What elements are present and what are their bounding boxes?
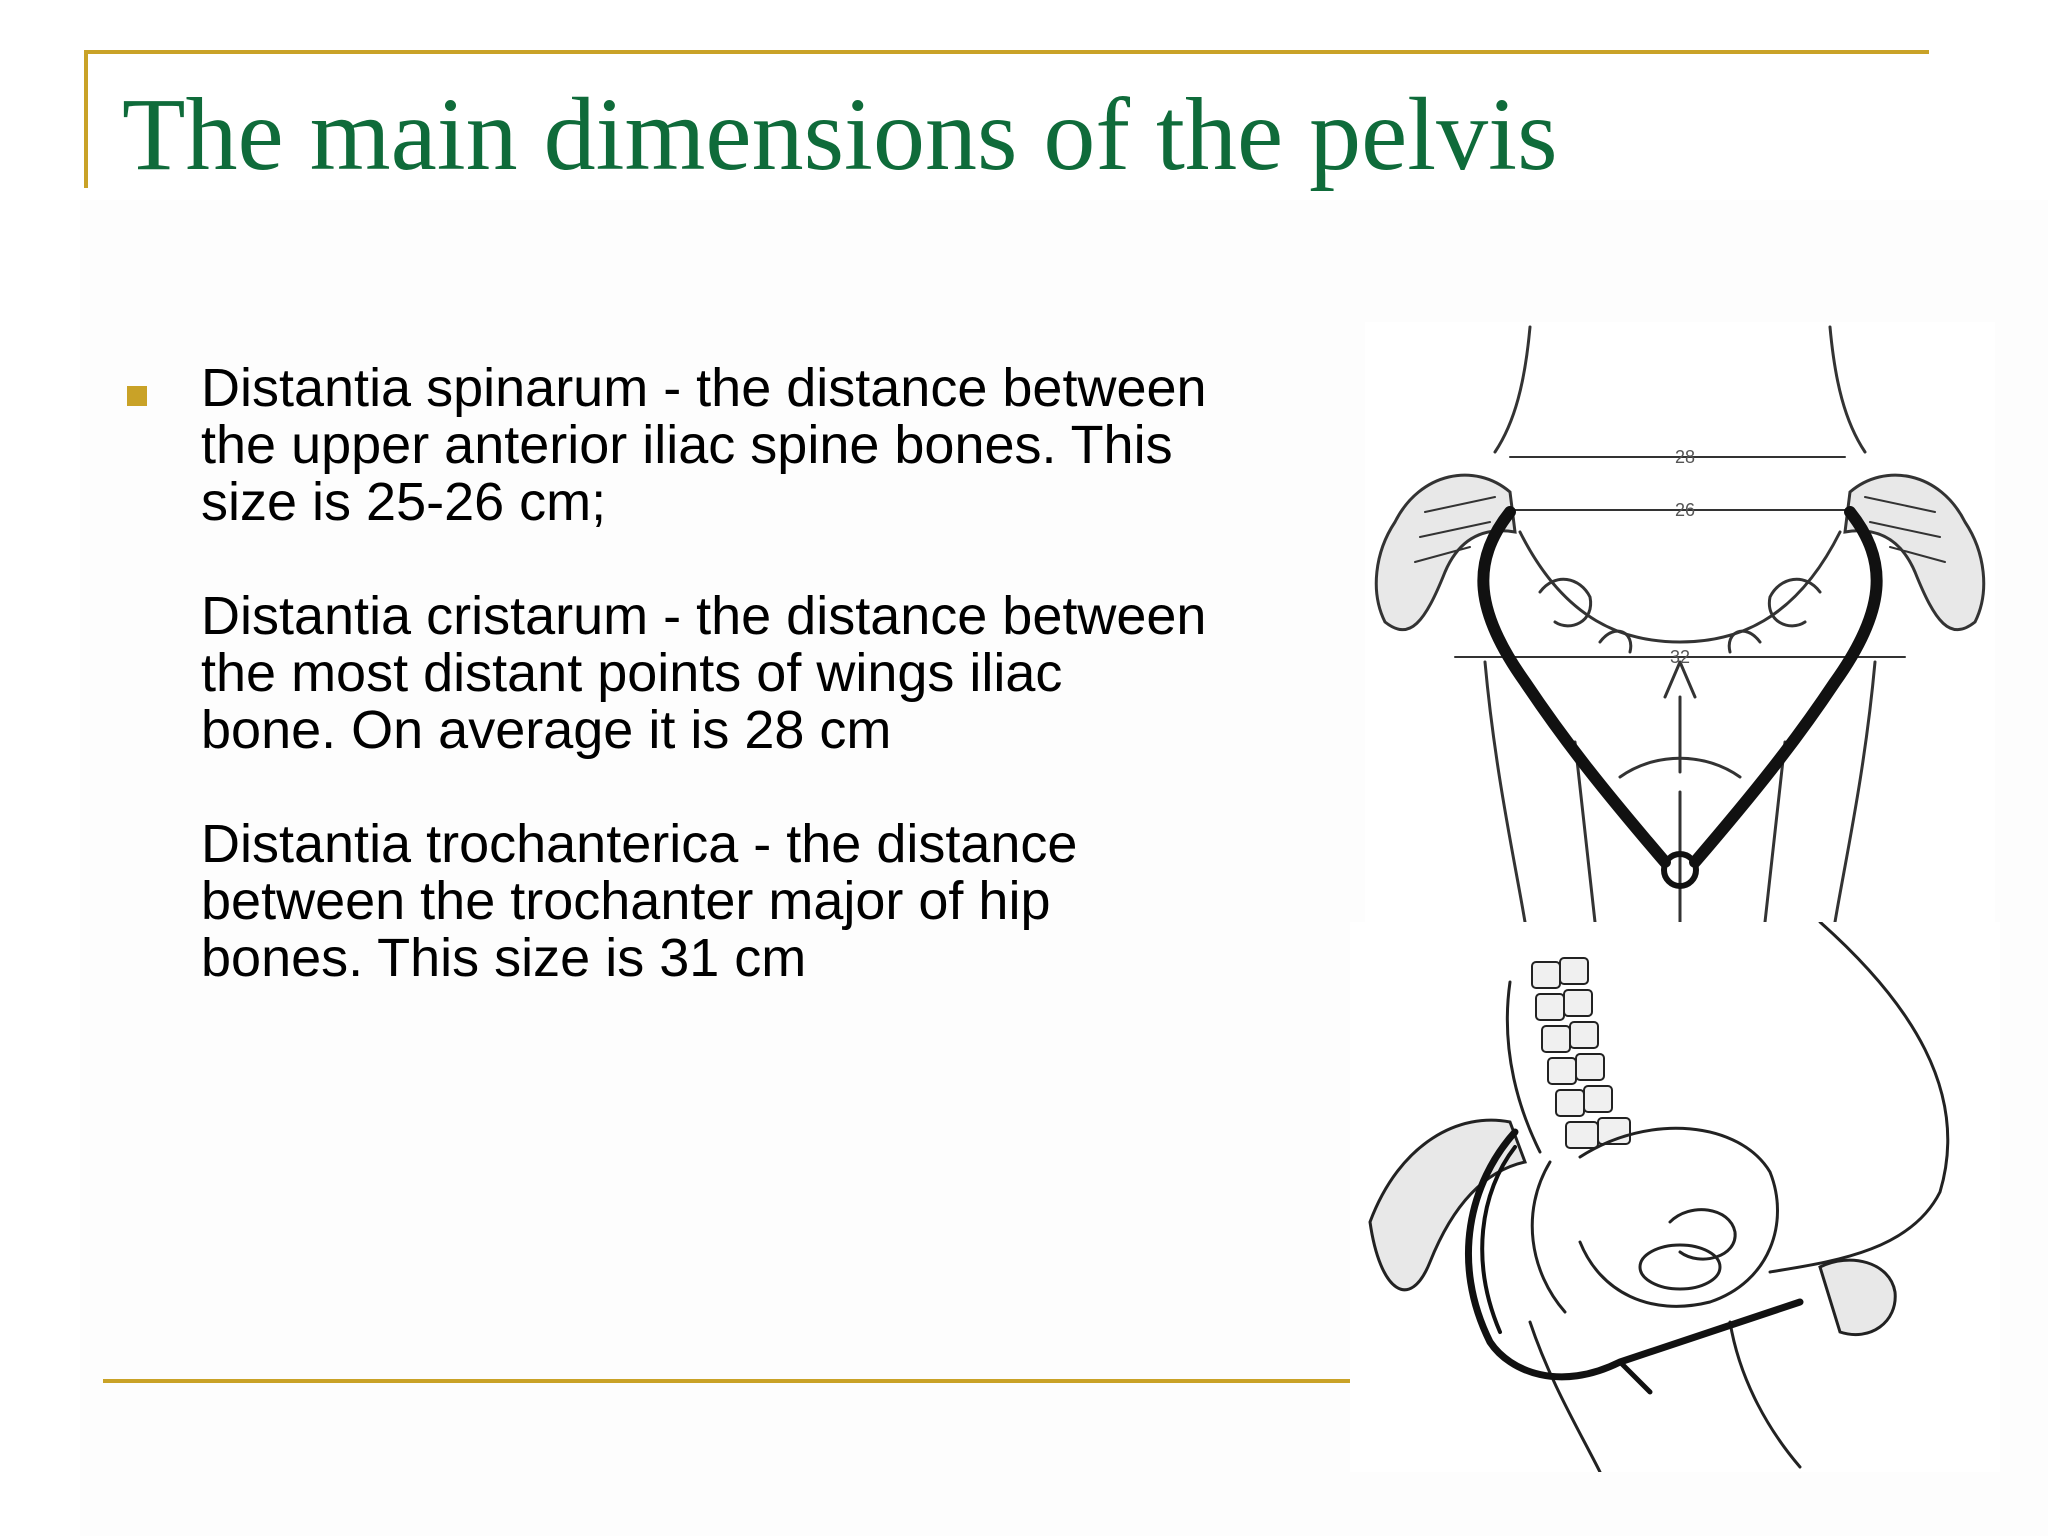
bullet-content <box>201 360 1351 1044</box>
paragraph-spinarum: Distantia spinarum - the distance between the upper anterior iliac spine bones. This size is 25-26 cm; <box>201 358 1207 532</box>
pelvis-lateral-illustration <box>1350 922 2000 1472</box>
label-32: 32 <box>1670 647 1691 667</box>
top-rule <box>84 50 1929 54</box>
label-28: 28 <box>1675 447 1696 467</box>
bullet-square <box>127 386 147 406</box>
paragraph-cristarum: Distantia cristarum - the distance between the most distant points of wings iliac bone. On average it is 28 cm <box>201 586 1207 760</box>
label-26: 26 <box>1675 500 1696 520</box>
slide-title: The main dimensions of the pelvis <box>122 77 1558 192</box>
left-rule <box>84 50 88 188</box>
pelvis-front-illustration <box>1365 322 1995 922</box>
bottom-rule <box>103 1379 1350 1383</box>
paragraph-trochanterica: Distantia trochanterica - the distance between the trochanter major of hip bones. This size is 31 cm <box>201 814 1078 988</box>
